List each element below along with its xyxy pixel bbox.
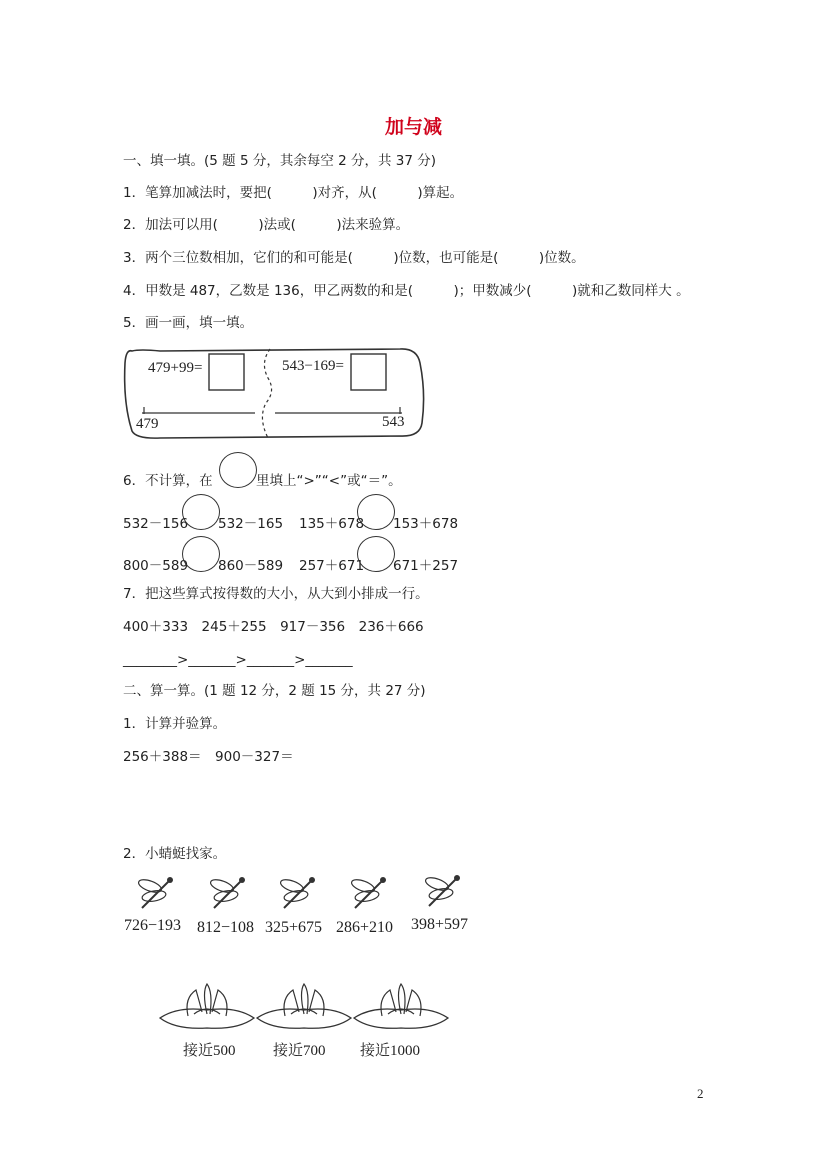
lotus-label: 接近500 xyxy=(183,1043,236,1059)
left-expression: 479+99= xyxy=(148,360,203,376)
section1-heading: 一、填一填。(5 题 5 分，其余每空 2 分，共 37 分) xyxy=(123,153,437,169)
right-expression: 543−169= xyxy=(282,358,344,374)
section2-question-1-expressions: 256＋388＝ 900－327＝ xyxy=(123,749,294,765)
compare-expr: 257＋671 xyxy=(299,558,365,574)
compare-circle-4[interactable] xyxy=(357,536,395,572)
dragonfly-icon xyxy=(272,876,320,912)
page-title: 加与减 xyxy=(384,116,442,138)
question-3: 3．两个三位数相加，它们的和可能是( )位数，也可能是( )位数。 xyxy=(123,250,585,266)
lotus-icon xyxy=(255,980,353,1032)
compare-circle-2[interactable] xyxy=(357,494,395,530)
question-7-expressions: 400＋333 245＋255 917－356 236＋666 xyxy=(123,619,424,635)
question-7-blanks[interactable]: ________>_______>_______>_______ xyxy=(123,652,353,668)
section2-question-2: 2．小蜻蜓找家。 xyxy=(123,846,227,862)
dragonfly-icon xyxy=(202,876,250,912)
dragonfly-icon xyxy=(417,874,465,910)
compare-expr: 532－156 xyxy=(123,516,189,532)
dragonfly-icon xyxy=(343,876,391,912)
compare-circle-3[interactable] xyxy=(182,536,220,572)
question-1: 1．笔算加减法时，要把( )对齐，从( )算起。 xyxy=(123,185,464,201)
compare-expr: 153＋678 xyxy=(393,516,459,532)
compare-expr: 532－165 xyxy=(218,516,284,532)
dragonfly-label: 325+675 xyxy=(265,919,323,936)
dragonfly-label: 726−193 xyxy=(124,917,182,934)
lotus-icon xyxy=(158,980,256,1032)
compare-expr: 135＋678 xyxy=(299,516,365,532)
section2-heading: 二、算一算。(1 题 12 分，2 题 15 分，共 27 分) xyxy=(123,683,426,699)
question-7: 7．把这些算式按得数的大小，从大到小排成一行。 xyxy=(123,586,429,602)
lotus-label: 接近700 xyxy=(273,1043,326,1059)
question-6-prefix: 6．不计算，在 xyxy=(123,473,213,489)
compare-circle-example xyxy=(219,452,257,488)
question-4: 4．甲数是 487，乙数是 136，甲乙两数的和是( )；甲数减少( )就和乙数同样大 。 xyxy=(123,283,690,299)
compare-expr: 800－589 xyxy=(123,558,189,574)
section2-question-1: 1．计算并验算。 xyxy=(123,716,227,732)
compare-expr: 671＋257 xyxy=(393,558,459,574)
dragonfly-icon xyxy=(130,876,178,912)
dragonfly-label: 286+210 xyxy=(336,919,394,936)
question-2: 2．加法可以用( )法或( )法来验算。 xyxy=(123,217,410,233)
right-number-label: 543 xyxy=(382,414,405,430)
page-number: 2 xyxy=(697,1086,704,1101)
dragonfly-label: 812−108 xyxy=(197,919,255,936)
left-number-label: 479 xyxy=(136,416,159,432)
compare-circle-1[interactable] xyxy=(182,494,220,530)
question-6-suffix: 里填上“>”“<”或“＝”。 xyxy=(256,473,402,489)
compare-expr: 860－589 xyxy=(218,558,284,574)
lotus-label: 接近1000 xyxy=(360,1043,421,1059)
question-5: 5．画一画，填一填。 xyxy=(123,315,254,331)
dragonfly-label: 398+597 xyxy=(411,916,469,933)
lotus-icon xyxy=(352,980,450,1032)
